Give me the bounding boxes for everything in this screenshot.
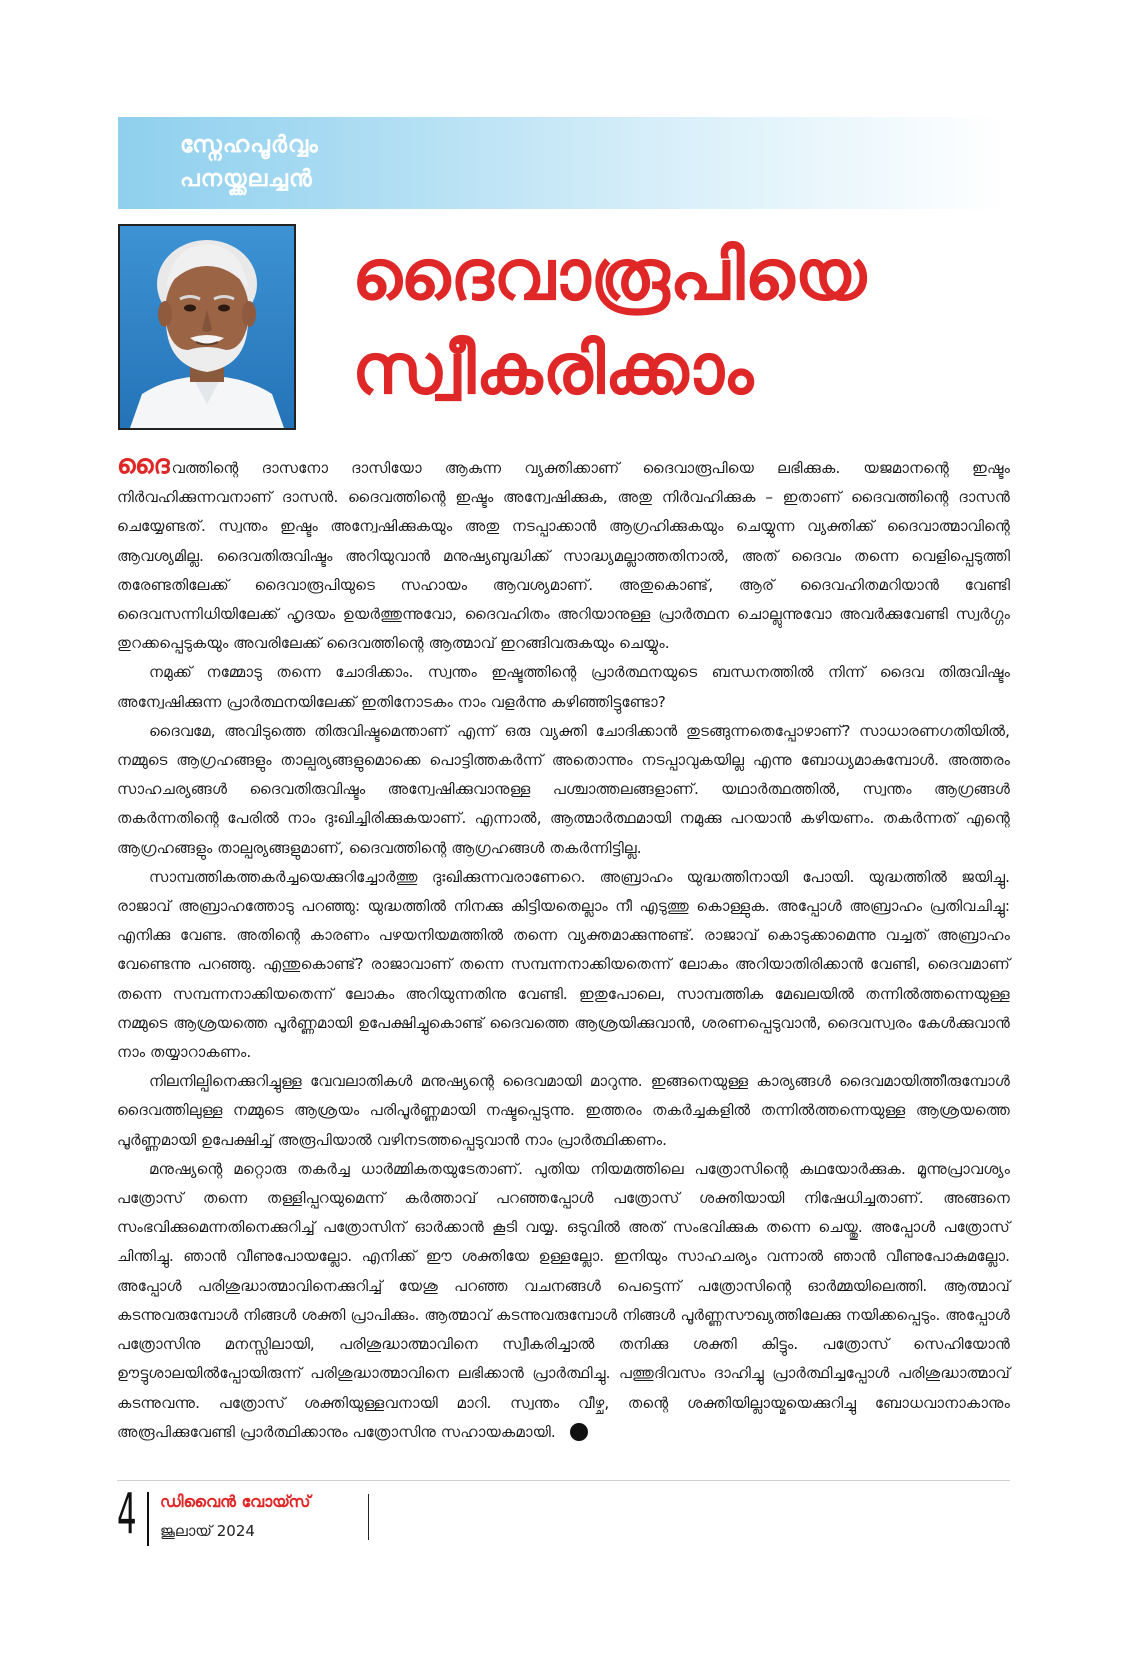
footer-separator <box>147 1492 149 1546</box>
page-number: 4 <box>117 1482 137 1547</box>
article-paragraph: ദൈവമേ, അവിടുത്തെ തിരുവിഷ്ടമെന്താണ് എന്ന് ഒരു വ്യക്തി ചോദിക്കാൻ തുടങ്ങുന്നതെപ്പോഴാണ്? സാധാരണഗതിയിൽ, നമ്മുടെ ആഗ്രഹങ്ങളും താല്പര്യങ്ങളുമൊക്കെ പൊട്ടിത്തകർന്ന് അതൊന്നും നടപ്പാവുകയില്ല എന്നു ബോധ്യമാകുമ്പോൾ. അത്തരം സാഹചര്യങ്ങൾ ദൈവതിരുവിഷ്ടം അന്വേഷിക്കുവാനുള്ള പശ്ചാത്തലങ്ങളാണ്. യഥാർത്ഥത്തിൽ, സ്വന്തം ആഗ്രങ്ങൾ തകർന്നതിന്റെ പേരിൽ നാം ദുഃഖിച്ചിരിക്കുകയാണ്. എന്നാൽ, ആത്മാർത്ഥമായി നമുക്കു പറയാൻ കഴിയണം. തകർന്നത് എന്റെ ആഗ്രഹങ്ങളും താല്പര്യങ്ങളുമാണ്, ദൈവത്തിന്റെ ആഗ്രഹങ്ങൾ തകർന്നിട്ടില്ല. <box>117 721 1010 857</box>
drop-cap: ദൈ <box>117 450 170 480</box>
author-photo <box>118 224 296 430</box>
article-paragraph: സാമ്പത്തികത്തകർച്ചയെക്കുറിച്ചോർത്തു ദുഃഖിക്കുന്നവരാണേറെ. അബ്രാഹം യുദ്ധത്തിനായി പോയി. യുദ്ധത്തിൽ ജയിച്ചു. രാജാവ് അബ്രാഹത്തോടു പറഞ്ഞു: യുദ്ധത്തിൽ നിനക്കു കിട്ടിയതെല്ലാം നീ എടുത്തു കൊള്ളുക. അപ്പോൾ അബ്രാഹം പ്രതിവചിച്ചു: എനിക്കു വേണ്ട. അതിന്റെ കാരണം പഴയനിയമത്തിൽ തന്നെ വ്യക്തമാക്കുന്നുണ്ട്. രാജാവ് കൊടുക്കാമെന്നു വച്ചത് അബ്രാഹം വേണ്ടെന്നു പറഞ്ഞു. എന്തുകൊണ്ട്? രാജാവാണ് തന്നെ സമ്പന്നനാക്കിയതെന്ന് ലോകം അറിയാതിരിക്കാൻ വേണ്ടി, ദൈവമാണ് തന്നെ സമ്പന്നനാക്കിയതെന്ന് ലോകം അറിയുന്നതിനു വേണ്ടി. ഇതുപോലെ, സാമ്പത്തിക മേഖലയിൽ തന്നിൽത്തന്നെയുള്ള നമ്മുടെ ആശ്രയത്തെ പൂർണ്ണമായി ഉപേക്ഷിച്ചുകൊണ്ട് ദൈവത്തെ ആശ്രയിക്കുവാൻ, ശരണപ്പെടുവാൻ, ദൈവസ്വരം കേൾക്കുവാൻ നാം തയ്യാറാകണം. <box>117 867 1010 1062</box>
end-of-article-icon <box>570 1423 588 1441</box>
issue-date: ജൂലായ് 2024 <box>160 1522 255 1540</box>
paragraph-text: മനുഷ്യന്റെ മറ്റൊരു തകർച്ച ധാർമ്മികതയുടേതാണ്. പുതിയ നിയമത്തിലെ പത്രോസിന്റെ കഥയോർക്കുക. മൂന്നുപ്രാവശ്യം പത്രോസ് തന്നെ തള്ളിപ്പറയുമെന്ന് കർത്താവ് പറഞ്ഞപ്പോൾ പത്രോസ് ശക്തിയായി നിഷേധിച്ചതാണ്. അങ്ങനെ സംഭവിക്കുമെന്നതിനെക്കുറിച്ച് പത്രോസിന് ഓർക്കാൻ കൂടി വയ്യ. ഒടുവിൽ അത് സംഭവിക്കുക തന്നെ ചെയ്തു. അപ്പോൾ പത്രോസ് ചിന്തിച്ചു. ഞാൻ വീണുപോയല്ലോ. എനിക്ക് ഈ ശക്തിയേ ഉള്ളല്ലോ. ഇനിയും സാഹചര്യം വന്നാൽ ഞാൻ വീണുപോകുമല്ലോ. അപ്പോൾ പരിശുദ്ധാത്മാവിനെക്കുറിച്ച് യേശു പറഞ്ഞ വചനങ്ങൾ പെട്ടെന്ന് പത്രോസിന്റെ ഓർമ്മയിലെത്തി. ആത്മാവ് കടന്നുവരുമ്പോൾ നിങ്ങൾ ശക്തി പ്രാപിക്കും. ആത്മാവ് കടന്നുവരുമ്പോൾ നിങ്ങൾ പൂർണ്ണസൗഖ്യത്തിലേക്കു നയിക്കപ്പെടും. അപ്പോൾ പത്രോസിനു മനസ്സിലായി, പരിശുദ്ധാത്മാവിനെ സ്വീകരിച്ചാൽ തനിക്കു ശക്തി കിട്ടും. പത്രോസ് സെഹിയോൻ ഊട്ടുശാലയിൽപ്പോയിരുന്ന് പരിശുദ്ധാത്മാവിനെ ലഭിക്കാൻ പ്രാർത്ഥിച്ചു. പത്തുദിവസം ദാഹിച്ചു പ്രാർത്ഥിച്ചപ്പോൾ പരിശുദ്ധാത്മാവ് കടന്നുവന്നു. പത്രോസ് ശക്തിയുള്ളവനായി മാറി. സ്വന്തം വീഴ്ച, തന്റെ ശക്തിയില്ലായ്മയെക്കുറിച്ചു ബോധവാനാകാനും അരൂപിക്കുവേണ്ടി പ്രാർത്ഥിക്കാനും പത്രോസിനു സഹായകമായി. <box>117 1159 1010 1441</box>
article-paragraph: നിലനില്പിനെക്കുറിച്ചുള്ള വേവലാതികൾ മനുഷ്യന്റെ ദൈവമായി മാറുന്നു. ഇങ്ങനെയുള്ള കാര്യങ്ങൾ ദൈവമായിത്തീരുമ്പോൾ ദൈവത്തിലുള്ള നമ്മുടെ ആശ്രയം പരിപൂർണ്ണമായി നഷ്ടപ്പെടുന്നു. ഇത്തരം തകർച്ചകളിൽ തന്നിൽത്തന്നെയുള്ള ആശ്രയത്തെ പൂർണ്ണമായി ഉപേക്ഷിച്ച് അരൂപിയാൽ വഴിനടത്തപ്പെടുവാൻ നാം പ്രാർത്ഥിക്കണം. <box>117 1072 1010 1149</box>
footer-separator-right <box>368 1494 369 1540</box>
footer-divider <box>117 1480 1010 1481</box>
headline-line-2: സ്വീകരിക്കാം <box>352 328 754 410</box>
article-paragraph <box>117 450 1010 658</box>
column-title <box>180 128 319 196</box>
paragraph-text: വത്തിന്റെ ദാസനോ ദാസിയോ ആകുന്ന വ്യക്തിക്കാണ് ദൈവാരൂപിയെ ലഭിക്കുക. യജമാനന്റെ ഇഷ്ടം നിർവഹിക്കുന്നവനാണ് ദാസൻ. ദൈവത്തിന്റെ ഇഷ്ടം അന്വേഷിക്കുക, അതു നിർവഹിക്കുക – ഇതാണ് ദൈവത്തിന്റെ ദാസൻ ചെയ്യേണ്ടത്. സ്വന്തം ഇഷ്ടം അന്വേഷിക്കുകയും അതു നടപ്പാക്കാൻ ആഗ്രഹിക്കുകയും ചെയ്യുന്ന വ്യക്തിക്ക് ദൈവാത്മാവിന്റെ ആവശ്യമില്ല. ദൈവതിരുവിഷ്ടം അറിയുവാൻ മനുഷ്യബുദ്ധിക്ക് സാദ്ധ്യമല്ലാത്തതിനാൽ, അത് ദൈവം തന്നെ വെളിപ്പെടുത്തി തരേണ്ടതിലേക്ക് ദൈവാരൂപിയുടെ സഹായം ആവശ്യമാണ്. അതുകൊണ്ട്, ആര് ദൈവഹിതമറിയാൻ വേണ്ടി ദൈവസന്നിധിയിലേക്ക് ഹൃദയം ഉയർത്തുന്നുവോ, ദൈവഹിതം അറിയാനുള്ള പ്രാർത്ഥന ചൊല്ലുന്നുവോ അവർക്കുവേണ്ടി സ്വർഗ്ഗം തുറക്കപ്പെടുകയും അവരിലേക്ക് ദൈവത്തിന്റെ ആത്മാവ് ഇറങ്ങിവരുകയും ചെയ്യും. <box>117 459 1010 653</box>
headline-line-1: ദൈവാരൂപിയെ <box>352 234 867 316</box>
article-body <box>117 450 1010 1447</box>
author-portrait-icon <box>120 226 294 428</box>
article-paragraph: നമുക്ക് നമ്മോടു തന്നെ ചോദിക്കാം. സ്വന്തം ഇഷ്ടത്തിന്റെ പ്രാർത്ഥനയുടെ ബന്ധനത്തിൽ നിന്ന് ദൈവ തിരുവിഷ്ടം അന്വേഷിക്കുന്ന പ്രാർത്ഥനയിലേക്ക് ഇതിനോടകം നാം വളർന്നു കഴിഞ്ഞിട്ടുണ്ടോ? <box>117 663 1010 711</box>
article-paragraph <box>117 1155 1010 1447</box>
article-headline <box>352 228 1012 416</box>
column-title-line-1: സ്നേഹപൂർവ്വം <box>180 132 319 158</box>
column-author-name: പനയ്ക്കലച്ചൻ <box>180 166 313 192</box>
magazine-name: ഡിവൈൻ വോയ്സ് <box>160 1492 311 1511</box>
